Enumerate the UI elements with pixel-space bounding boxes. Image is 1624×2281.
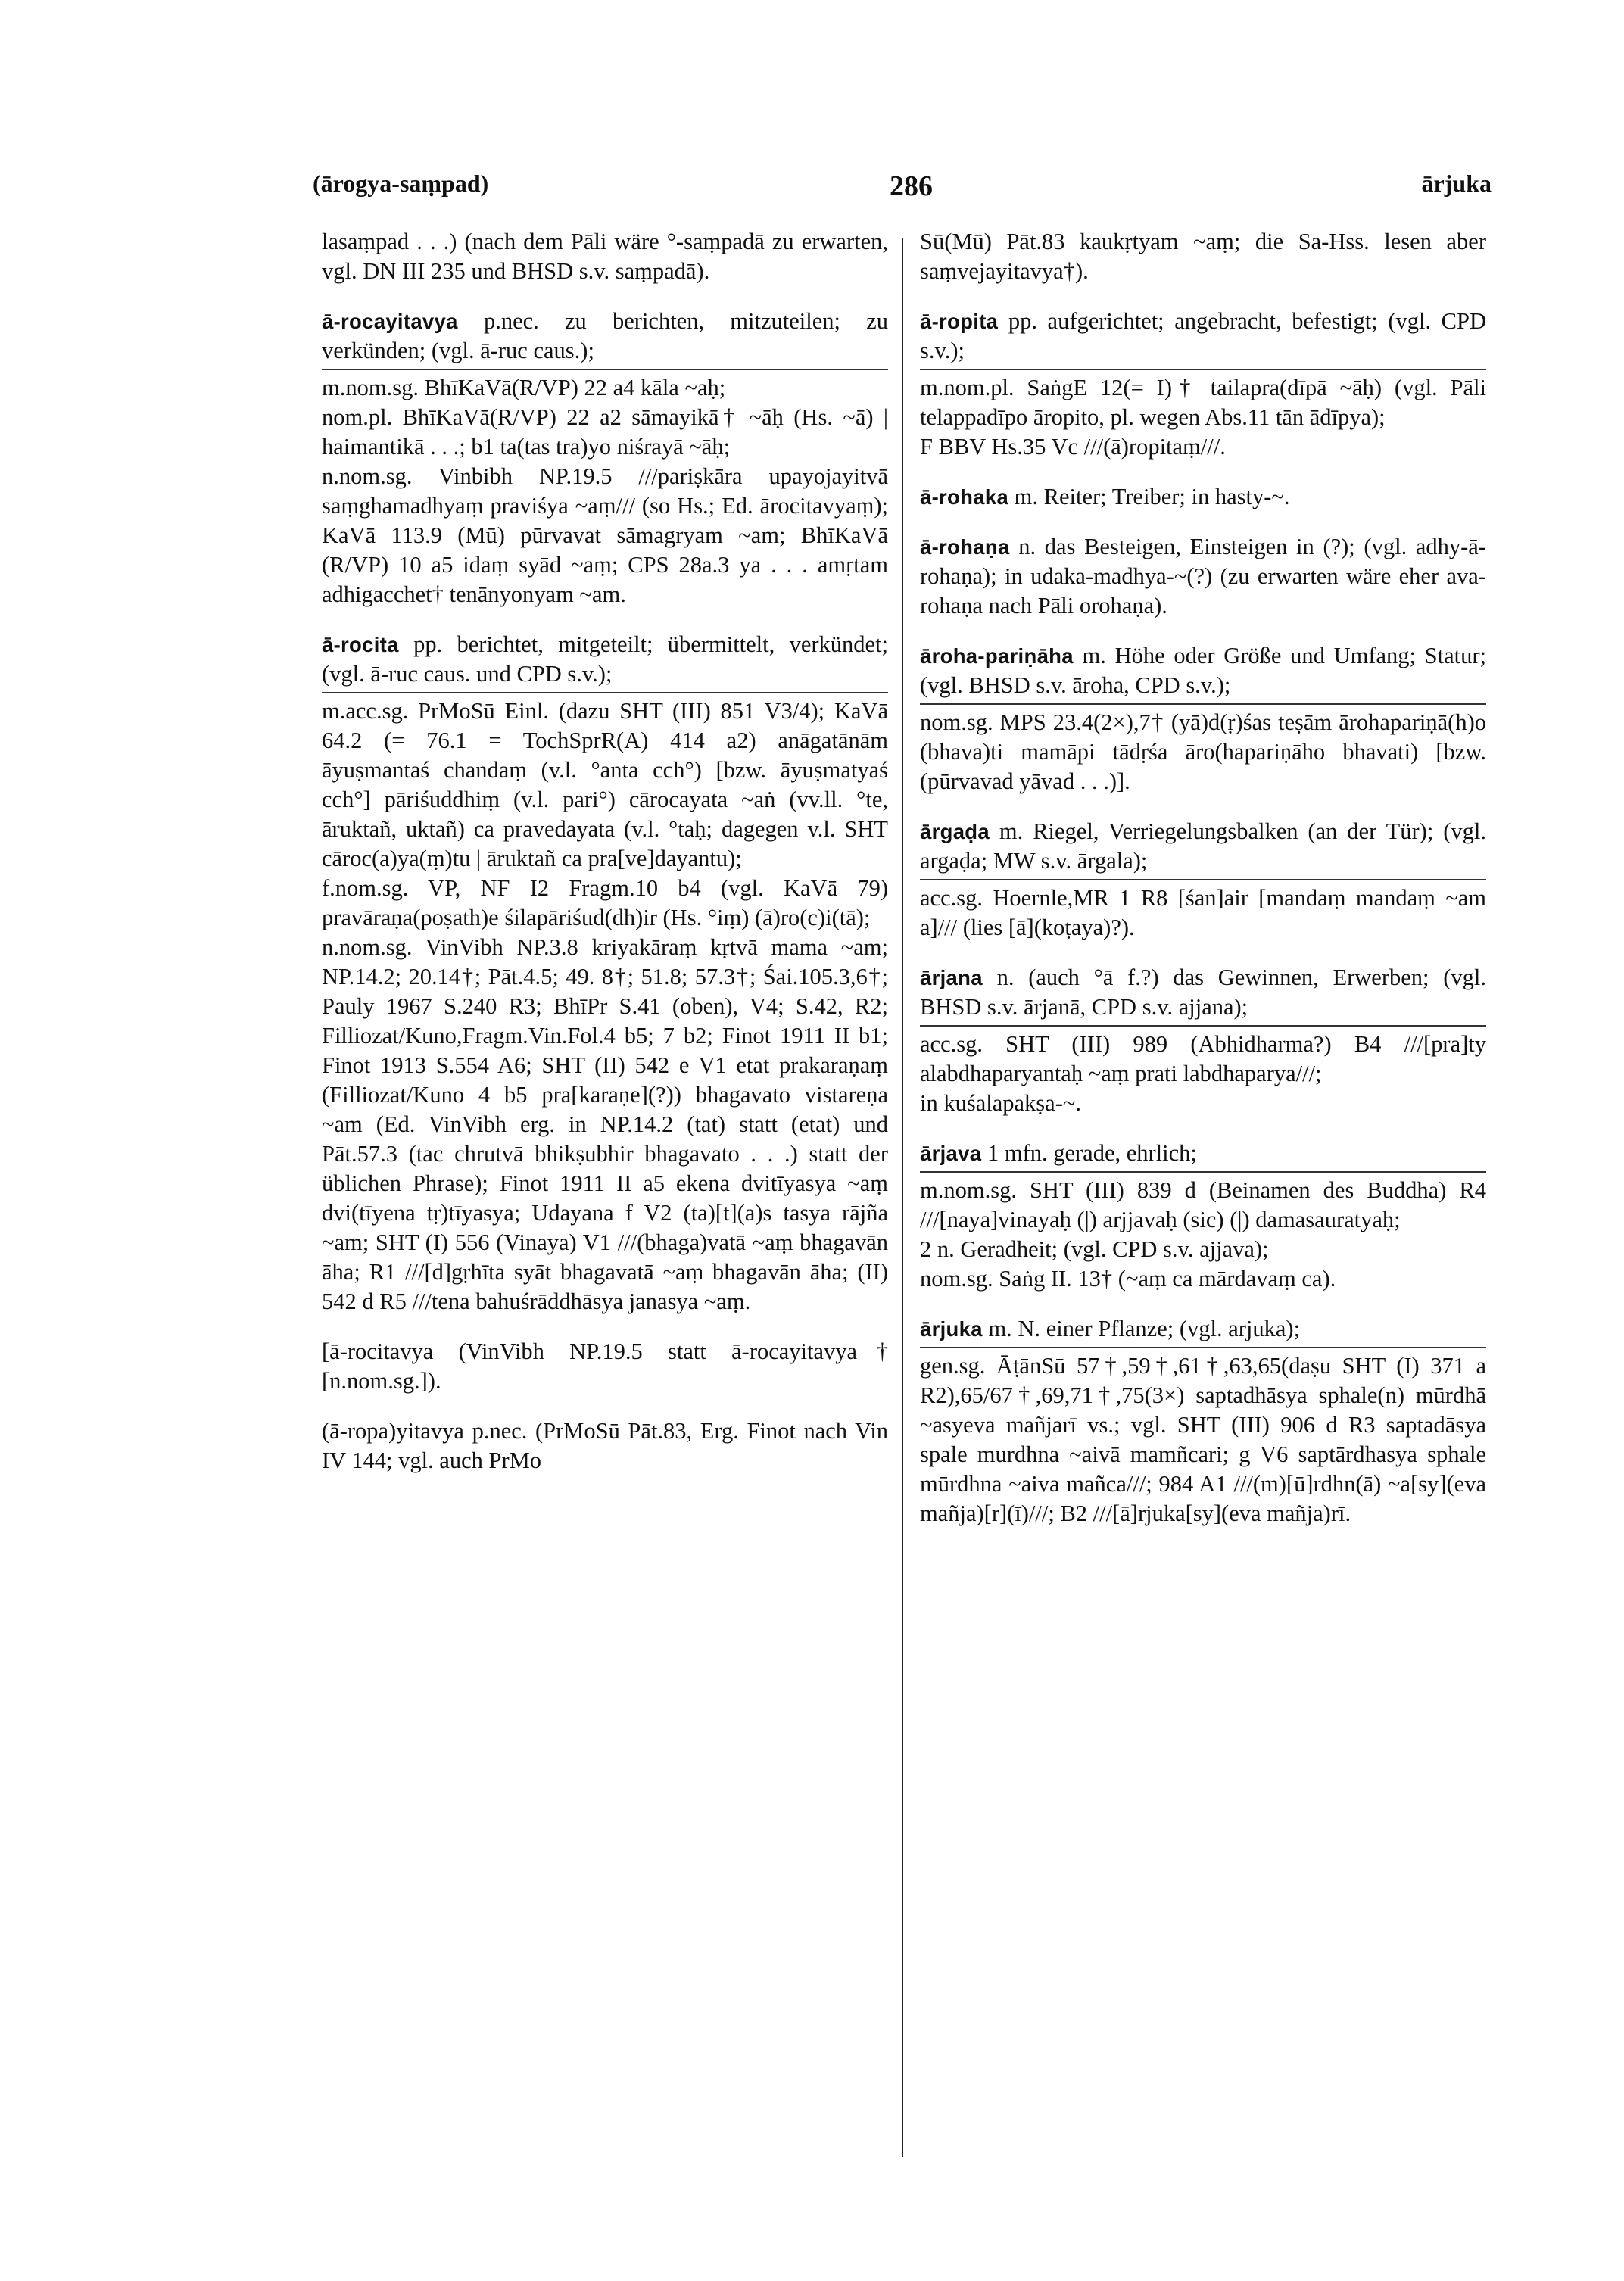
entry-head-line	[322, 630, 888, 689]
headword: ā-rocita	[322, 633, 399, 656]
column-divider	[902, 238, 903, 2157]
headword: ā-rohaṇa	[920, 535, 1010, 559]
dictionary-entry	[322, 307, 888, 609]
headword-definition: p.nec. zu berichten, mitzuteilen; zu verkünden; (vgl. ā-ruc caus.);	[322, 308, 888, 363]
entry-separator-rule	[920, 1347, 1486, 1348]
entry-text: acc.sg. Hoernle,MR 1 R8 [śan]air [mandaṃ mandaṃ ~am a]/// (lies [ā](koṭaya)?).	[920, 885, 1486, 940]
entry-head-line	[920, 641, 1486, 700]
entry-head-line	[920, 532, 1486, 621]
entry-text: n.nom.sg. VinVibh NP.3.8 kriyakāraṃ kṛtvā mama ~am; NP.14.2; 20.14†; Pāt.4.5; 49. 8†; 51.8; 57.3†; Śai.105.3,6†; Pauly 1967 S.240 R3; BhīPr S.41 (oben), V4; S.42, R2; Filliozat/Kuno,Fragm.Vin.Fol.4 b5; 7 b2; Finot 1911 II b1; Finot 1913 S.554 A6; SHT (II) 542 e V1 etat prakaraṇaṃ (Filliozat/Kuno 4 b5 pra[karaṇe](?)) bhagavato vistareṇa ~am (Ed. VinVibh erg. in NP.14.2 (tat) statt (etat) und Pāt.57.3 (tac chrutvā bhikṣubhir bhagavato . . .) statt der üblichen Phrase); Finot 1911 II a5 ekena dvitīyasya ~aṃ dvi(tīyena tṛ)tīyasya; Udayana f V2 (ta)[t](a)s tasya rājña ~am; SHT (I) 556 (Vinaya) V1 ///(bhaga)vatā ~aṃ bhagavān āha; R1 ///[d]gṛhīta syāt bhagavatā ~aṃ bhagavān āha; (II) 542 d R5 ///tena bahuśrāddhāsya janasya ~aṃ.	[322, 934, 888, 1314]
dictionary-entry	[920, 482, 1486, 512]
entry-head-line	[920, 482, 1486, 512]
headword: ā-ropita	[920, 310, 999, 333]
dictionary-entry	[920, 1139, 1486, 1294]
entry-head-line	[920, 1139, 1486, 1168]
headword-definition: n. (auch °ā f.?) das Gewinnen, Erwerben; (vgl. BHSD s.v. ārjanā, CPD s.v. ajjana);	[920, 964, 1486, 1020]
entry-text: [ā-rocitavya (VinVibh NP.19.5 statt ā-rocayitavya† [n.nom.sg.]).	[322, 1338, 888, 1394]
headword-definition: m. Höhe oder Größe und Umfang; Statur; (vgl. BHSD s.v. āroha, CPD s.v.);	[920, 643, 1486, 698]
right-column	[920, 227, 1486, 1549]
dictionary-entry	[920, 817, 1486, 943]
entry-text: nom.pl. BhīKaVā(R/VP) 22 a2 sāmayikā† ~āḥ (Hs. ~ā) | haimantikā . . .; b1 ta(tas tra)yo niśrayā ~āḥ;	[322, 404, 888, 460]
entry-head-line	[920, 307, 1486, 366]
entry-head-line	[920, 817, 1486, 876]
headword: ā-rocayitavya	[322, 310, 458, 333]
entry-separator-rule	[920, 703, 1486, 705]
headword-definition: pp. berichtet, mitgeteilt; übermittelt, verkündet; (vgl. ā-ruc caus. und CPD s.v.);	[322, 631, 888, 687]
headword: ārgaḍa	[920, 820, 990, 843]
dictionary-entry	[322, 1416, 888, 1475]
entry-text: m.nom.pl. SaṅgE 12(= I)† tailapra(dīpā ~āḥ) (vgl. Pāli telappadīpo āropito, pl. wegen Abs.11 tān ādīpya);	[920, 375, 1486, 430]
entry-head-line	[322, 307, 888, 366]
headword: ā-rohaka	[920, 485, 1009, 509]
dictionary-entry	[920, 307, 1486, 462]
entry-text: nom.sg. MPS 23.4(2×),7† (yā)d(ṛ)śas teṣām ārohapariṇā(h)o (bhava)ti mamāpi tādṛśa āro(hapariṇāho bhavati) [bzw. (pūrvavad yāvad . . .)].	[920, 709, 1486, 794]
headword: ārjava	[920, 1142, 982, 1165]
entry-separator-rule	[920, 879, 1486, 880]
headword: ārjana	[920, 966, 983, 989]
entry-text: m.nom.sg. BhīKaVā(R/VP) 22 a4 kāla ~aḥ;	[322, 375, 726, 400]
entry-text: acc.sg. SHT (III) 989 (Abhidharma?) B4 ///[pra]ty alabdhaparyantaḥ ~aṃ prati labdhaparya///;	[920, 1031, 1486, 1086]
entry-text: m.acc.sg. PrMoSū Einl. (dazu SHT (III) 851 V3/4); KaVā 64.2 (= 76.1 = TochSprR(A) 414 a2) anāgatānām āyuṣmantaś chandaṃ (v.l. °anta cch°) [bzw. āyuṣmatyaś cch°] pāriśuddhiṃ (v.l. pari°) cārocayata ~aṅ (vv.ll. °te, āruktañ, uktañ) ca pravedayata (v.l. °taḥ; dagegen v.l. SHT cāroc(a)ya(ṃ)tu | āruktañ ca pra[ve]dayantu);	[322, 698, 888, 871]
entry-text: (ā-ropa)yitavya p.nec. (PrMoSū Pāt.83, Erg. Finot nach Vin IV 144; vgl. auch PrMo	[322, 1418, 888, 1473]
headword-definition: n. das Besteigen, Einsteigen in (?); (vgl. adhy-ā-rohaṇa); in udaka-madhya-~(?) (zu erwarten wäre eher ava-rohaṇa nach Pāli orohaṇa).	[920, 534, 1486, 619]
entry-head-line	[920, 963, 1486, 1022]
left-column	[322, 227, 888, 1496]
dictionary-entry	[322, 630, 888, 1317]
running-head-right: ārjuka	[1421, 170, 1492, 197]
headword: āroha-pariṇāha	[920, 644, 1074, 668]
entry-separator-rule	[920, 369, 1486, 370]
entry-text: f.nom.sg. VP, NF I2 Fragm.10 b4 (vgl. KaVā 79) pravāraṇa(poṣath)e śilapāriśud(dh)ir (Hs. °iṃ) (ā)ro(c)i(tā);	[322, 875, 888, 930]
entry-head-line	[920, 1314, 1486, 1344]
headword-definition: m. Reiter; Treiber; in hasty-~.	[1008, 484, 1290, 509]
entry-separator-rule	[920, 1025, 1486, 1027]
headword: ārjuka	[920, 1317, 983, 1341]
entry-text: lasaṃpad . . .) (nach dem Pāli wäre °-saṃpadā zu erwarten, vgl. DN III 235 und BHSD s.v. saṃpadā).	[322, 229, 888, 284]
entry-text: gen.sg. ĀṭānSū 57†,59†,61†,63,65(daṣu SHT (I) 371 a R2),65/67†,69,71†,75(3×) saptadhāsya sphale(n) mūrdhā ~asyeva mañjarī vs.; vgl. SHT (III) 906 d R3 saptadāsya spale murdhna ~aivā mamñcari; g V6 saptārdhasya sphale mūrdhna ~aiva mañca///; 984 A1 ///(m)[ū]rdhn(ā) ~a[sy](eva mañja)[r](ī)///; B2 ///[ā]rjuka[sy](eva mañja)rī.	[920, 1353, 1486, 1526]
entry-text: 2 n. Geradheit; (vgl. CPD s.v. ajjava);	[920, 1236, 1269, 1262]
entry-text: F BBV Hs.35 Vc ///(ā)ropitaṃ///.	[920, 434, 1226, 460]
entry-text: m.nom.sg. SHT (III) 839 d (Beinamen des Buddha) R4 ///[naya]vinayaḥ (|) arjjavaḥ (sic) (|) damasauratyaḥ;	[920, 1177, 1486, 1232]
headword-definition: 1 mfn. gerade, ehrlich;	[981, 1140, 1197, 1166]
headword-definition: pp. aufgerichtet; angebracht, befestigt; (vgl. CPD s.v.);	[920, 308, 1486, 363]
dictionary-entry	[920, 532, 1486, 621]
dictionary-entry	[920, 641, 1486, 796]
dictionary-entry	[322, 1337, 888, 1396]
entry-text: Sū(Mū) Pāt.83 kaukṛtyam ~aṃ; die Sa-Hss. lesen aber saṃvejayitavya†).	[920, 229, 1486, 284]
running-head-left: (ārogya-saṃpad)	[313, 170, 489, 197]
dictionary-entry	[920, 227, 1486, 286]
dictionary-entry	[322, 227, 888, 286]
page-number: 286	[890, 170, 933, 202]
dictionary-entry	[920, 963, 1486, 1118]
entry-text: n.nom.sg. Vinbibh NP.19.5 ///pariṣkāra upayojayitvā saṃghamadhyaṃ praviśya ~aṃ/// (so Hs.; Ed. ārocitavyaṃ); KaVā 113.9 (Mū) pūrvavat sāmagryam ~am; BhīKaVā (R/VP) 10 a5 idaṃ syād ~aṃ; CPS 28a.3 ya . . . amṛtam adhigacchet† tenānyonyam ~am.	[322, 463, 888, 607]
entry-text: nom.sg. Saṅg II. 13† (~aṃ ca mārdavaṃ ca).	[920, 1266, 1336, 1292]
headword-definition: m. N. einer Pflanze; (vgl. arjuka);	[982, 1316, 1301, 1341]
dictionary-entry	[920, 1314, 1486, 1528]
entry-text: in kuśalapakṣa-~.	[920, 1090, 1081, 1116]
entry-separator-rule	[920, 1171, 1486, 1173]
entry-separator-rule	[322, 692, 888, 693]
entry-separator-rule	[322, 369, 888, 370]
headword-definition: m. Riegel, Verriegelungsbalken (an der Tür); (vgl. argaḍa; MW s.v. ārgala);	[920, 818, 1486, 874]
